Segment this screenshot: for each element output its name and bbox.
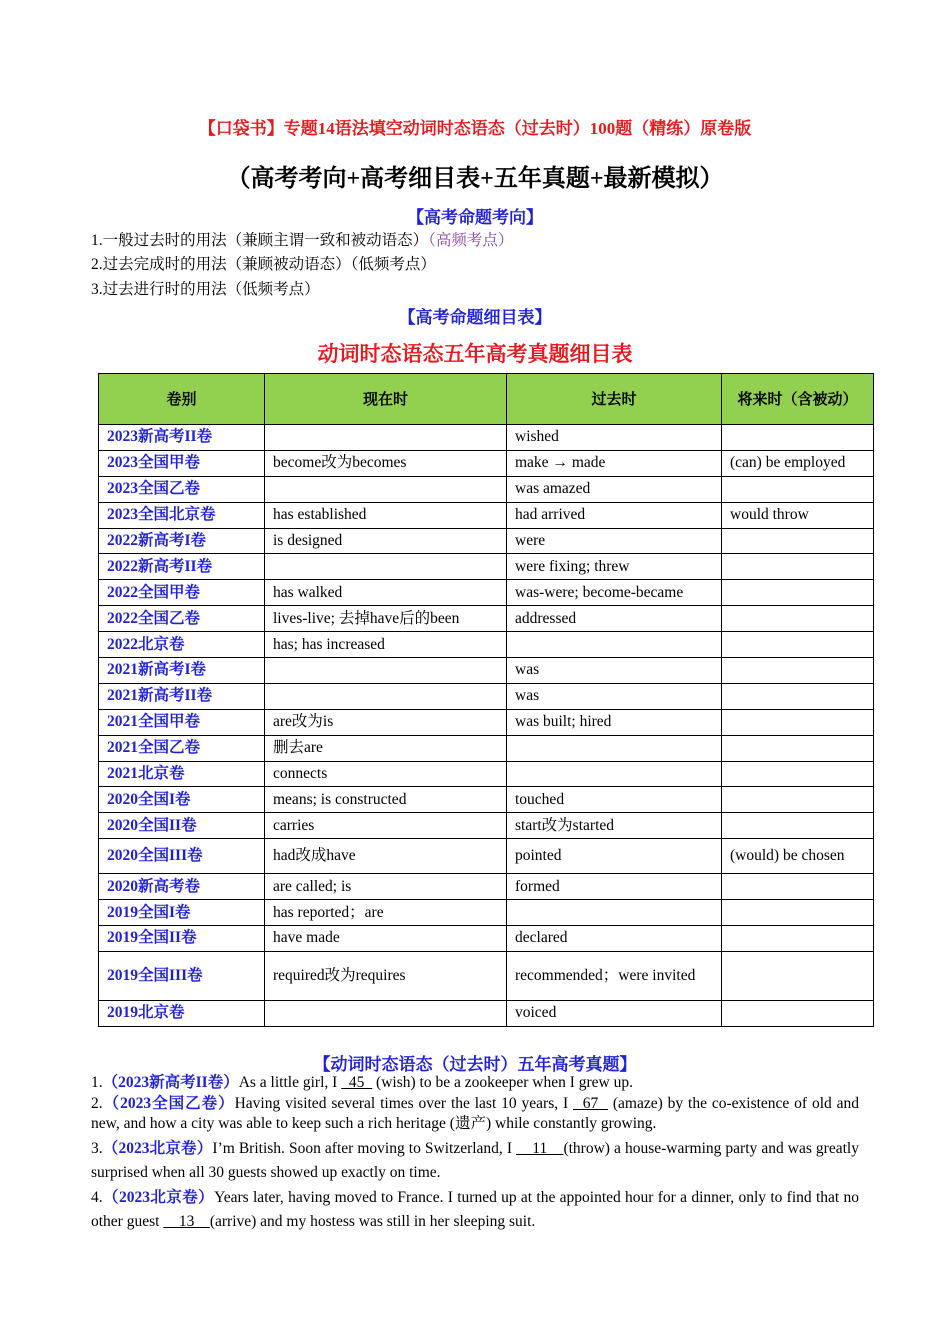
future-tense-cell [722, 528, 874, 554]
past-tense-cell: were fixing; threw [507, 554, 722, 580]
present-tense-cell: had改成have [265, 839, 507, 874]
past-tense-cell: declared [507, 926, 722, 952]
future-tense-cell [722, 735, 874, 761]
present-tense-cell: required改为requires [265, 951, 507, 1000]
paper-cell: 2021全国甲卷 [99, 709, 265, 735]
paper-cell: 2019北京卷 [99, 1000, 265, 1026]
past-tense-cell: wished [507, 425, 722, 451]
table-row [99, 709, 874, 735]
paper-cell: 2020新高考卷 [99, 874, 265, 900]
present-tense-cell: connects [265, 761, 507, 787]
table-row [99, 787, 874, 813]
direction-item: 1.一般过去时的用法（兼顾主谓一致和被动语态）（高频考点） [91, 232, 514, 249]
future-tense-cell [722, 632, 874, 658]
table-row [99, 951, 874, 1000]
present-tense-cell [265, 425, 507, 451]
col-header-future: 将来时（含被动） [722, 374, 874, 425]
past-tense-cell: was [507, 683, 722, 709]
table-row [99, 683, 874, 709]
present-tense-cell [265, 476, 507, 502]
paper-cell: 2019全国III卷 [99, 951, 265, 1000]
question-item: 4.（2023北京卷）Years later, having moved to France. I turned up at the appointed hour for a dinner, only to find that no other guest 13 (arrive) and my hostess was still in her sleeping suit. [91, 1189, 859, 1230]
table-row [99, 580, 874, 606]
table-row [99, 425, 874, 451]
questions-heading: 【动词时态语态（过去时）五年高考真题】 [313, 1055, 637, 1074]
table-row [99, 813, 874, 839]
present-tense-cell: has walked [265, 580, 507, 606]
table-row [99, 735, 874, 761]
past-tense-cell: make → made [507, 450, 722, 476]
question-source: （2023新高考II卷） [102, 1074, 239, 1091]
direction-item: 3.过去进行时的用法（低频考点） [91, 281, 320, 298]
table-body [99, 425, 874, 1027]
col-header-present: 现在时 [265, 374, 507, 425]
answer-blank[interactable]: 11 [516, 1140, 564, 1157]
table-row [99, 839, 874, 874]
paper-cell: 2023全国北京卷 [99, 502, 265, 528]
past-tense-cell [507, 900, 722, 926]
paper-cell: 2022全国乙卷 [99, 606, 265, 632]
future-tense-cell [722, 900, 874, 926]
present-tense-cell: 删去are [265, 735, 507, 761]
future-tense-cell [722, 554, 874, 580]
answer-blank[interactable]: 13 [163, 1213, 210, 1230]
question-item: 3.（2023北京卷）I’m British. Soon after moving to Switzerland, I 11 (throw) a house-warming party and was greatly surprised when all 30 guests showed up exactly on time. [91, 1140, 859, 1181]
paper-cell: 2023新高考II卷 [99, 425, 265, 451]
future-tense-cell: (can) be employed [722, 450, 874, 476]
question-source: （2023北京卷） [102, 1140, 213, 1157]
present-tense-cell [265, 1000, 507, 1026]
future-tense-cell: would throw [722, 502, 874, 528]
paper-cell: 2022北京卷 [99, 632, 265, 658]
direction-item: 2.过去完成时的用法（兼顾被动语态）（低频考点） [91, 256, 436, 273]
past-tense-cell [507, 735, 722, 761]
table-row [99, 632, 874, 658]
table-row [99, 502, 874, 528]
paper-cell: 2020全国I卷 [99, 787, 265, 813]
present-tense-cell: are改为is [265, 709, 507, 735]
present-tense-cell: lives-live; 去掉have后的been [265, 606, 507, 632]
paper-cell: 2022全国甲卷 [99, 580, 265, 606]
present-tense-cell: has reported；are [265, 900, 507, 926]
table-row [99, 761, 874, 787]
table-header-row [99, 374, 874, 425]
paper-cell: 2020全国II卷 [99, 813, 265, 839]
col-header-past: 过去时 [507, 374, 722, 425]
present-tense-cell: become改为becomes [265, 450, 507, 476]
table-row [99, 1000, 874, 1026]
question-item: 1.（2023新高考II卷）As a little girl, I 45 (wish) to be a zookeeper when I grew up. [91, 1074, 633, 1091]
past-tense-cell: had arrived [507, 502, 722, 528]
directions-heading: 【高考命题考向】 [407, 208, 543, 227]
future-tense-cell [722, 476, 874, 502]
future-tense-cell [722, 658, 874, 684]
present-tense-cell: means; is constructed [265, 787, 507, 813]
past-tense-cell: start改为started [507, 813, 722, 839]
future-tense-cell [722, 787, 874, 813]
table-row [99, 554, 874, 580]
past-tense-cell: were [507, 528, 722, 554]
table-row [99, 658, 874, 684]
answer-blank[interactable]: 67 [573, 1095, 609, 1112]
present-tense-cell: is designed [265, 528, 507, 554]
past-tense-cell: formed [507, 874, 722, 900]
present-tense-cell: has; has increased [265, 632, 507, 658]
future-tense-cell [722, 580, 874, 606]
future-tense-cell [722, 926, 874, 952]
past-tense-cell: recommended；were invited [507, 951, 722, 1000]
paper-cell: 2021北京卷 [99, 761, 265, 787]
paper-cell: 2023全国乙卷 [99, 476, 265, 502]
paper-cell: 2021全国乙卷 [99, 735, 265, 761]
paper-cell: 2019全国I卷 [99, 900, 265, 926]
future-tense-cell [722, 606, 874, 632]
present-tense-cell [265, 554, 507, 580]
paper-cell: 2021新高考I卷 [99, 658, 265, 684]
question-source: （2023北京卷） [102, 1189, 215, 1206]
detail-table-heading: 【高考命题细目表】 [398, 308, 552, 327]
present-tense-cell [265, 658, 507, 684]
past-tense-cell: was amazed [507, 476, 722, 502]
detail-table [98, 373, 874, 1027]
question-item: 2.（2023全国乙卷）Having visited several times over the last 10 years, I 67 (amaze) by the co-existence of old and new, and how a city was able to keep such a rich heritage (遗产) while constantly growing. [91, 1095, 860, 1132]
table-row [99, 900, 874, 926]
paper-cell: 2020全国III卷 [99, 839, 265, 874]
table-row [99, 926, 874, 952]
future-tense-cell [722, 761, 874, 787]
future-tense-cell [722, 425, 874, 451]
past-tense-cell [507, 761, 722, 787]
future-tense-cell [722, 951, 874, 1000]
detail-table-title: 动词时态语态五年高考真题细目表 [317, 342, 633, 366]
paper-cell: 2019全国II卷 [99, 926, 265, 952]
past-tense-cell: touched [507, 787, 722, 813]
present-tense-cell [265, 683, 507, 709]
paper-cell: 2021新高考II卷 [99, 683, 265, 709]
past-tense-cell: voiced [507, 1000, 722, 1026]
answer-blank[interactable]: 45 [341, 1074, 373, 1091]
past-tense-cell: pointed [507, 839, 722, 874]
present-tense-cell: are called; is [265, 874, 507, 900]
future-tense-cell [722, 874, 874, 900]
col-header-paper: 卷别 [99, 374, 265, 425]
future-tense-cell: (would) be chosen [722, 839, 874, 874]
future-tense-cell [722, 709, 874, 735]
paper-cell: 2022新高考I卷 [99, 528, 265, 554]
paper-cell: 2022新高考II卷 [99, 554, 265, 580]
table-row [99, 874, 874, 900]
question-source: （2023全国乙卷） [102, 1095, 235, 1112]
past-tense-cell: addressed [507, 606, 722, 632]
paper-cell: 2023全国甲卷 [99, 450, 265, 476]
table-row [99, 476, 874, 502]
present-tense-cell: has established [265, 502, 507, 528]
present-tense-cell: carries [265, 813, 507, 839]
future-tense-cell [722, 813, 874, 839]
future-tense-cell [722, 683, 874, 709]
table-row [99, 528, 874, 554]
document-subtitle: （高考考向+高考细目表+五年真题+最新模拟） [226, 166, 724, 192]
document-title: 【口袋书】专题14语法填空动词时态语态（过去时）100题（精练）原卷版 [198, 119, 752, 138]
past-tense-cell: was built; hired [507, 709, 722, 735]
past-tense-cell: was-were; become-became [507, 580, 722, 606]
table-row [99, 606, 874, 632]
high-frequency-tag: （高频考点） [428, 232, 514, 249]
past-tense-cell [507, 632, 722, 658]
past-tense-cell: was [507, 658, 722, 684]
table-row [99, 450, 874, 476]
present-tense-cell: have made [265, 926, 507, 952]
future-tense-cell [722, 1000, 874, 1026]
